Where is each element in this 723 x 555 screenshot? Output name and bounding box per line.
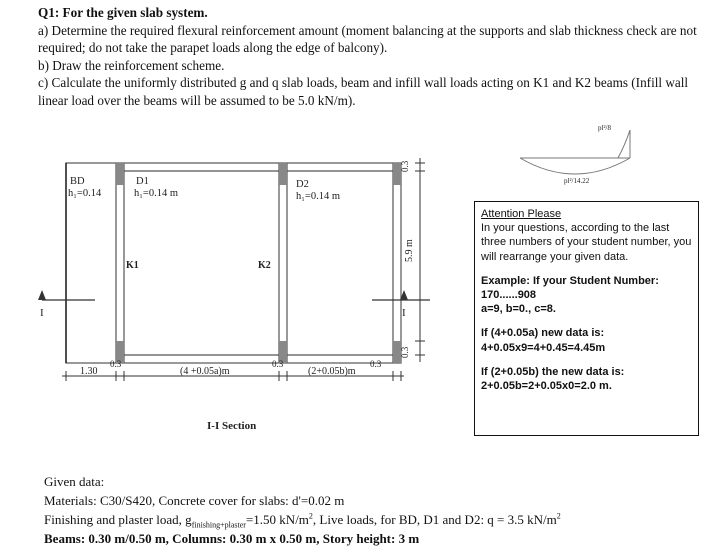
attention-rule-a-line2: 4+0.05x9=4+0.45=4.45m [481, 341, 606, 354]
attention-rule-b-line1: If (2+0.05b) the new data is: [481, 365, 625, 378]
question-part-b: b) Draw the reinforcement scheme. [38, 57, 225, 73]
dim-d2-span: (2+0.05b)m [308, 366, 356, 377]
dim-bd-span: 1.30 [80, 366, 98, 377]
dim-vert-bot: 0.3 [400, 346, 410, 358]
slab-d2-name: D2 [296, 179, 309, 190]
given-loads [44, 510, 714, 529]
attention-body: In your questions, according to the last three numbers of your student number, you will rearrange your given data. [481, 222, 692, 263]
beam-k2-label: K2 [258, 260, 271, 271]
beam-k1-label: K1 [126, 260, 139, 271]
dim-col-a: 0.3 [110, 359, 122, 369]
section-arrow-left-icon [38, 290, 46, 300]
moment-label-top: pl²/8 [598, 124, 611, 132]
question-part-c: c) Calculate the uniformly distributed g and q slab loads, beam and infill wall loads acting on K1 and K2 beams (Infill wall linear load over the beams will be assumed to be 5.0 kN/m). [38, 75, 689, 108]
slab-d1-name: D1 [136, 176, 149, 187]
dim-vert-mid: 5.9 m [404, 239, 415, 262]
question-title: Q1: For the given slab system. [38, 5, 208, 20]
given-data-block [44, 472, 714, 548]
given-loads-subscript: finishing+plaster [191, 520, 246, 530]
question-part-a: a) Determine the required flexural reinforcement amount (moment balancing at the supports and slab thickness check are not required; do not take the parapet loads along the edge of balcony). [38, 22, 697, 56]
given-beams: Beams: 0.30 m/0.50 m, Columns: 0.30 m x 0.50 m, Story height: 3 m [44, 531, 420, 546]
moment-diagram [520, 124, 630, 185]
attention-box [474, 201, 699, 436]
given-heading: Given data: [44, 474, 105, 489]
section-marker-left: I [40, 307, 44, 319]
column [116, 163, 124, 185]
given-loads-superscript-2: 2 [556, 511, 561, 521]
slab-bd-name: BD [70, 176, 85, 187]
moment-support-curve [618, 130, 630, 158]
attention-rule-a-line1: If (4+0.05a) new data is: [481, 327, 605, 340]
slab-d1-thickness: h₁=0.14 m [134, 188, 178, 199]
dim-d1-span: (4 +0.05a)m [180, 366, 230, 377]
given-loads-text-b: =1.50 kN/m [245, 512, 309, 527]
slab-d2-thickness: h₁=0.14 m [296, 191, 340, 202]
column [279, 163, 287, 185]
attention-example-line1: Example: If your Student Number: [481, 274, 659, 287]
given-materials: Materials: C30/S420, Concrete cover for slabs: d'=0.02 m [44, 493, 345, 508]
slab-bd-thickness: h₁=0.14 [68, 188, 102, 199]
moment-curve [520, 158, 630, 174]
moment-label-bottom: pl²/14.22 [564, 177, 590, 185]
given-loads-text-c: , Live loads, for BD, D1 and D2: q = 3.5 kN/m [312, 512, 557, 527]
dim-col-c: 0.3 [370, 359, 382, 369]
attention-example-line2: 170......908 [481, 289, 537, 302]
section-marker-right: I [402, 307, 406, 319]
section-caption: I-I Section [207, 420, 257, 432]
attention-example-line3: a=9, b=0., c=8. [481, 303, 556, 316]
attention-rule-b-line2: 2+0.05b=2+0.05x0=2.0 m. [481, 380, 612, 393]
dim-col-b: 0.3 [272, 359, 284, 369]
dim-vert-top: 0.3 [400, 160, 410, 172]
attention-heading: Attention Please [481, 208, 562, 220]
given-loads-superscript: 2 [308, 511, 313, 521]
given-loads-text-a: Finishing and plaster load, g [44, 512, 192, 527]
